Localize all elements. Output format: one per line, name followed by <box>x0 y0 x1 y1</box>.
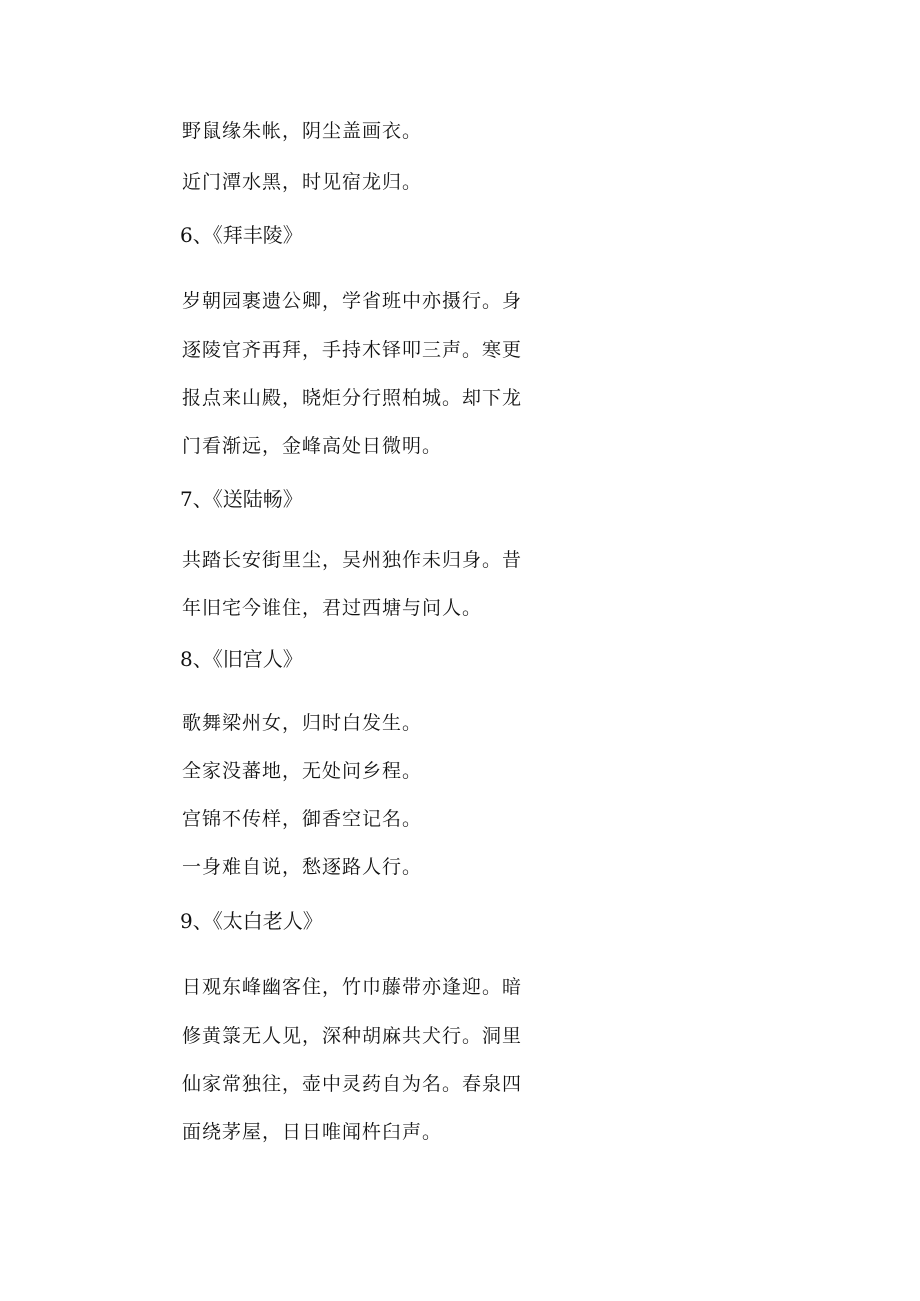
poem-heading: 8、《旧宫人》 <box>180 647 303 671</box>
poem-line: 日观东峰幽客住，竹巾藤带亦逢迎。暗 <box>182 976 523 998</box>
poem-line: 报点来山殿，晓炬分行照柏城。却下龙 <box>182 387 523 409</box>
poem-line: 面绕茅屋，日日唯闻杵臼声。 <box>182 1121 443 1143</box>
poem-line: 歌舞梁州女，归时白发生。 <box>182 712 423 734</box>
poem-heading: 7、《送陆畅》 <box>180 487 303 511</box>
poem-line: 仙家常独往，壶中灵药自为名。春泉四 <box>182 1073 523 1095</box>
poem-line: 逐陵官齐再拜，手持木铎叩三声。寒更 <box>182 339 523 361</box>
poem-line: 一身难自说，愁逐路人行。 <box>182 856 423 878</box>
poem-line: 修黄箓无人见，深种胡麻共犬行。洞里 <box>182 1025 523 1047</box>
poem-line: 岁朝园裹遗公卿，学省班中亦摄行。身 <box>182 290 523 312</box>
poem-line: 全家没蕃地，无处问乡程。 <box>182 760 423 782</box>
poem-line: 共踏长安街里尘，吴州独作未归身。昔 <box>182 549 523 571</box>
poem-line: 宫锦不传样，御香空记名。 <box>182 808 423 830</box>
poem-line: 年旧宅今谁住，君过西塘与问人。 <box>182 597 483 619</box>
poem-heading: 9、《太白老人》 <box>180 909 323 933</box>
poem-line: 野鼠缘朱帐，阴尘盖画衣。 <box>182 120 423 142</box>
poem-heading: 6、《拜丰陵》 <box>180 223 303 247</box>
poem-line: 门看渐远，金峰高处日微明。 <box>182 435 443 457</box>
poem-line: 近门潭水黑，时见宿龙归。 <box>182 171 423 193</box>
